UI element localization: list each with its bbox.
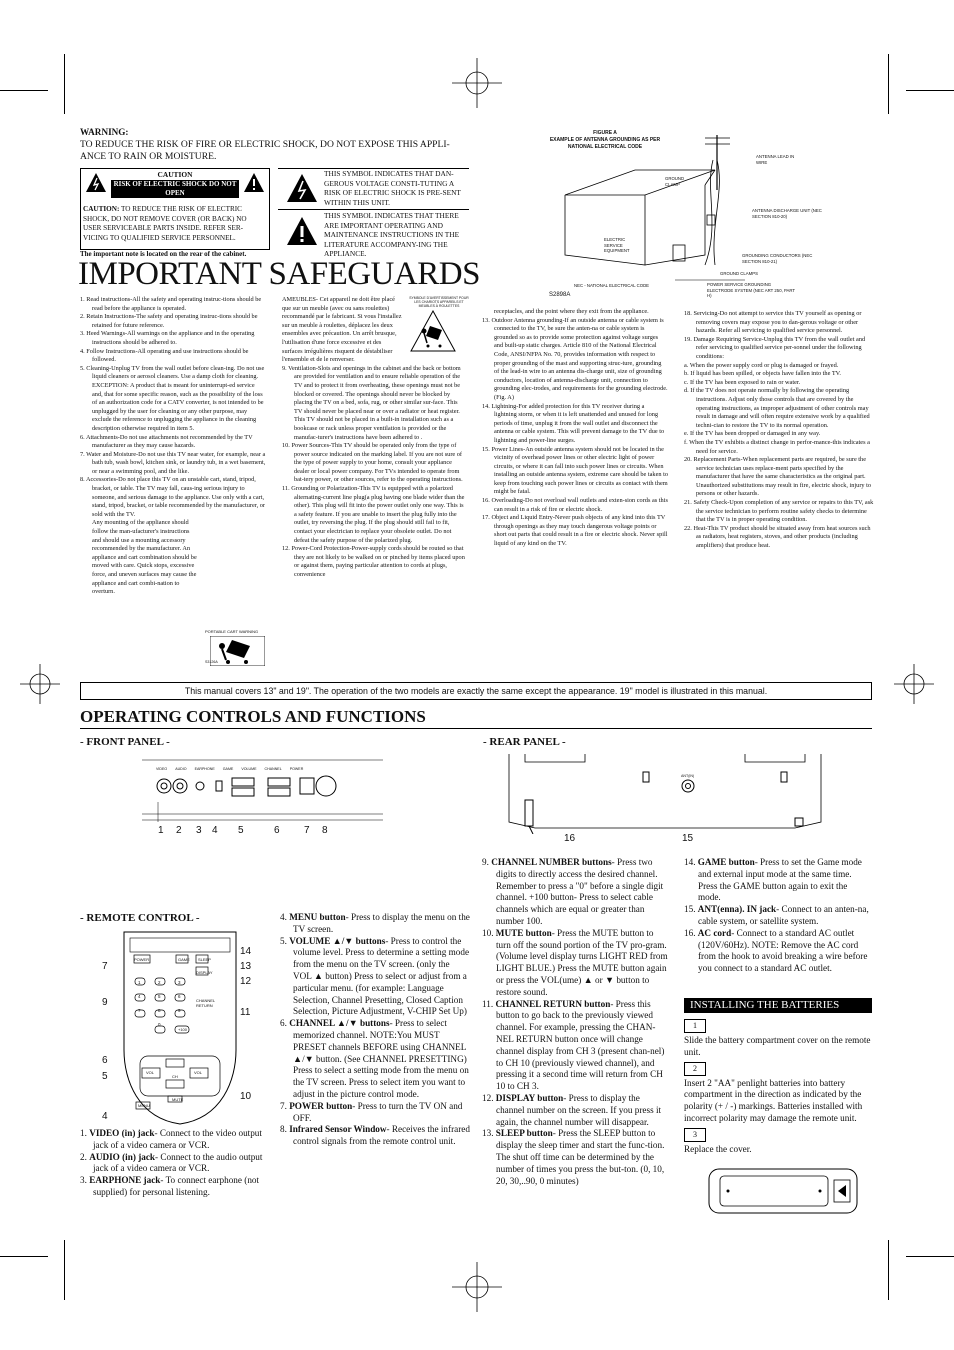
safeguard-exception: EXCEPTION: A product that is meant for uninterrupt-ed service and, that for some specific reason, such as the possibility of the loss of an authorization code for a CATV converter, is not intended to be unplugged by the user for cleaning or any other purpose, may exclude the reference to unplugging the appliance in the cleaning description otherwise required in item 5. (92, 381, 264, 432)
safeguard-item: 8. Accessories-Do not place this TV on an unstable cart, stand, tripod, bracket, or table. The TV may fall, caus-ing serious injury to someone, and serious damage to the appliance. Use only with a cart, stand, tripod, bracket, or table recommended by the manufacturer, or sold with the TV. (80, 476, 266, 518)
fig-code: S2898A (549, 292, 571, 298)
battery-cover-drawing (708, 1168, 858, 1214)
crop-mark (64, 54, 65, 114)
remote-number: 11 (240, 1007, 251, 1018)
safeguard-item: 20. Replacement Parts-When replacement parts are required, be sure the service technician uses replace-ment parts specified by the manufacturer that have the same characteristics as the original part. Unauthorized substitutions may result in fire, electric shock, injury to persons or other hazards. (684, 456, 872, 498)
remote-ch-label: CH (172, 1074, 178, 1079)
divider (80, 728, 872, 729)
cart-code: S3126A (205, 660, 218, 664)
control-item: 12. DISPLAY button- Press to display the channel number on the screen. If you press it again, the channel number will disappear. (482, 1092, 662, 1127)
caution-banner: RISK OF ELECTRIC SHOCK DO NOT OPEN (111, 180, 239, 198)
fig-label-grounding: GROUNDING CONDUCTORS (NEC SECTION 810-21) (742, 253, 813, 264)
crop-mark (888, 1240, 889, 1300)
safeguard-item: 13. Outdoor Antenna grounding-If an outside antenna or cable system is connected to the TV, be sure the anten-na or cable system is grounded so as to provide some protection against voltage surges and built-up static charges. Article 810 of the National Electrical Code, ANSI/NFPA No. 70, provides information with respect to proper grounding of the mast and supporting struc-ture, grounding of the lead-in wire to an antenna dis-charge unit, size of grounding conductors, location of antenna-discharge unit, connection to grounding elec-trodes, and requirements for the grounding electrode. (Fig. A) (482, 316, 668, 401)
control-item: 4. MENU button- Press to display the menu on the TV screen. (280, 912, 470, 934)
safeguard-subitem: e. If the TV has been dropped or damaged in any way. (684, 430, 821, 438)
lightning-triangle-icon (85, 172, 107, 194)
cart-tipover-icon (410, 310, 456, 352)
front-label: AUDIO (175, 767, 187, 771)
controls-title: OPERATING CONTROLS AND FUNCTIONS (80, 707, 426, 726)
remote-channel-return-label: CHANNEL RETURN (196, 998, 215, 1008)
remote-number: 13 (240, 961, 252, 972)
remote-digit: 0 (158, 1022, 161, 1027)
symbol1-text: THIS SYMBOL INDICATES THAT DAN-GEROUS VOLTAGE CONSTI-TUTING A RISK OF ELECTRIC SHOCK IS PRE-SENT WITHIN THIS UNIT. (324, 169, 461, 207)
caution-box (80, 168, 270, 250)
safeguard-item: 3. Heed Warnings-All warnings on the appliance and in the operating instructions should be adhered to. (80, 330, 255, 346)
crop-mark (0, 90, 48, 91)
safeguard-subitem: a. When the power supply cord or plug is damaged or frayed. (684, 361, 839, 369)
battery-step-text: Slide the battery compartment cover on the remote unit. (684, 1035, 871, 1057)
remote-digit: 4 (138, 994, 141, 999)
fig-label-power-service: POWER SERVICE GROUNDING ELECTRODE SYSTEM (NEC ART 250, PART H) (707, 282, 795, 298)
fig-label-lead-in: ANTENNA LEAD IN WIRE (756, 154, 795, 165)
safeguard-subitem: b. If liquid has been spilled, or objects have fallen into the TV. (684, 370, 841, 378)
front-number: 3 (196, 825, 202, 836)
cart-warning-label: PORTABLE CART WARNING (205, 629, 259, 634)
remote-digit: 5 (158, 994, 161, 999)
rear-label: ANT(IN) (681, 774, 695, 778)
safeguards-col3 (482, 308, 668, 549)
crop-mark (64, 1240, 65, 1300)
remote-menu-label: MENU (138, 1103, 150, 1108)
warning-title: WARNING: (80, 127, 129, 137)
safeguard-item: 15. Power Lines-An outside antenna system should not be located in the vicinity of overhead power lines or other electric light of power circuits, or where it can fall into such power lines or circuits. When installing an outside antenna system, extreme care should be taken to keep from touching such power lines or circuits as contact with them might be fatal. (482, 445, 668, 496)
remote-power-label: POWER (134, 957, 150, 962)
safeguard-item: 11. Grounding or Polarization-This TV is equipped with a polarized alternating-current line plug(a plug having one blade wider than the other). This plug will fit into the power outlet only one way. This is a safety feature. If you are unable to insert the plug fully into the outlet, try reversing the plug. If the plug should still fail to fit, contact your electrician to replace your obsolete outlet. Do not defeat the safety purpose of the polarized plug. (282, 485, 465, 544)
remote-digit: 7 (138, 1008, 141, 1013)
safeguard-item: 14. Lightning-For added protection for this TV receiver during a lightning storm, or when it is left unattended and unused for long periods of time, unplug it from the wall outlet and disconnect the antenna or cable system. This will prevent damage to the TV due to lightning and power-line surges. (482, 402, 665, 444)
remote-game-label: GAME (178, 957, 190, 962)
remote-mute-label: MUTE (172, 1097, 184, 1102)
remote-number: 10 (240, 1091, 252, 1102)
rear-number: 16 (564, 833, 576, 844)
warning-block (80, 127, 470, 162)
safeguard-item: 17. Object and Liquid Entry-Never push objects of any kind into this TV through openings as they may touch dangerous voltage points or short out parts that could result in a fire or electric shock. Never spill liquid of any kind on the TV. (482, 514, 668, 548)
front-number: 5 (238, 825, 244, 836)
symbol2-text: THIS SYMBOL INDICATES THAT THERE ARE IMPORTANT OPERATING AND MAINTENANCE INSTRUCTIONS IN THE LITERATURE ACCOMPANY-ING THE APPLIANCE. (324, 211, 460, 259)
step-number: 3 (684, 1128, 706, 1142)
battery-step-text: Insert 2 "AA" penlight batteries into battery compartment in the direction as indicated by the polarity (+ / -) markings. Batteries installed with incorrect polarity may damage the remote unit. (684, 1077, 863, 1123)
safeguard-item: receptacles, and the point where they exit from the appliance. (494, 308, 649, 315)
front-label: POWER (289, 767, 304, 771)
controls-list-b (280, 912, 470, 1148)
remote-vol-label: VOL (146, 1070, 155, 1075)
safeguard-item: 7. Water and Moisture-Do not use this TV near water, for example, near a bath tub, wash bowl, kitchen sink, or laundry tub, in a wet basement, or near a swimming pool, and the like. (80, 450, 266, 475)
batteries-steps (684, 1019, 872, 1159)
controls-list-c (482, 857, 670, 1187)
remote-digit: 3 (178, 980, 181, 985)
control-item: 5. VOLUME ▲/▼ buttons- Press to control the volume level. Press to determine a setting mode from the menu on the TV screen. (only the VOL ▲ button) Press to select or adjust from a particular menu. (for example: Language Selection, Channel Presetting, Closed Caption Selection, Picture Adjustment, V-CHIP Set Up) (280, 935, 470, 1017)
remote-digit-grid (138, 980, 198, 1027)
warning-text: TO REDUCE THE RISK OF FIRE OR ELECTRIC SHOCK, DO NOT EXPOSE THIS APPLI-ANCE TO RAIN OR MOISTURE. (80, 138, 450, 162)
remote-number: 14 (240, 946, 252, 957)
front-label: CHANNEL (264, 767, 282, 771)
battery-step (684, 1128, 872, 1142)
safeguard-item: 19. Damage Requiring Service-Unplug this TV from the wall outlet and refer servicing to qualified service per-sonnel under the following conditions: (684, 335, 866, 360)
crop-mark (0, 1256, 48, 1257)
fig-label-ground-clamp: GROUND CLAMP (665, 176, 685, 187)
remote-number: 9 (102, 997, 108, 1008)
registration-mark (20, 664, 60, 704)
front-number: 8 (322, 825, 328, 836)
fig-label-nec: NEC - NATIONAL ELECTRICAL CODE (574, 283, 650, 288)
remote-digit: 1 (138, 980, 141, 985)
remote-digit: 8 (158, 1008, 161, 1013)
front-number: 2 (176, 825, 182, 836)
cart-warning-fr: SYMBOLE D'AVERTISSEMENT POUR LES CHARIOTS APPAREILS ET MEUBLES À ROULETTES (409, 296, 469, 309)
registration-mark (452, 1262, 502, 1312)
front-label: GAME (222, 767, 234, 771)
safeguards-col1 (80, 296, 266, 597)
control-item: 9. CHANNEL NUMBER buttons- Press two digits to directly access the desired channel. Remember to press a "0" before a single digit channel. +100 button- Press to select cable channels which are equal or greater than number 100. (482, 857, 664, 926)
control-item: 2. AUDIO (in) jack- Connect to the audio output jack of a video camera or VCR. (80, 1151, 263, 1174)
front-number: 7 (304, 825, 310, 836)
controls-list-a (80, 1128, 272, 1199)
safeguard-item: 10. Power Sources-This TV should be operated only from the type of power source indicated on the marking label. If you are not sure of the type of power supply to your home, consult your appliance dealer or local power company. For TVs intended to operate from bat-tery power, or other sources, refer to the operating instructions. (282, 442, 463, 484)
remote-number: 12 (240, 976, 252, 987)
remote-number: 5 (102, 1071, 108, 1082)
safeguard-item: 6. Attachments-Do not use attachments not recommended by the TV manufacturer as they may cause hazards. (80, 433, 253, 450)
safeguards-title: IMPORTANT SAFEGUARDS (78, 256, 480, 292)
remote-digit: 9 (178, 1008, 181, 1013)
rear-panel-heading: - REAR PANEL - (483, 736, 566, 748)
safeguard-subitem: c. If the TV has been exposed to rain or water. (684, 378, 801, 386)
registration-mark (894, 664, 934, 704)
control-item: 13. SLEEP button- Press the SLEEP button to display the sleep timer and start the func-tion. The shut off time can be determined by the number of times you press the but-ton. (0, 10, 20, 30,..90, 0 minutes) (482, 1128, 665, 1186)
front-number: 4 (212, 825, 218, 836)
caution-text: TO REDUCE THE RISK OF ELECTRIC SHOCK, DO NOT REMOVE COVER (OR BACK) NO USER SERVICEABLE PARTS INSIDE. REFER SER-VICING TO QUALIFIED SERVICE PERSONNEL. (83, 205, 247, 242)
figure-a-subtitle: EXAMPLE OF ANTENNA GROUNDING AS PER NATIONAL ELECTRICAL CODE (549, 137, 661, 150)
battery-step (684, 1062, 872, 1076)
front-label: VOLUME (241, 767, 257, 771)
lightning-triangle-icon (286, 173, 318, 203)
remote-number: 6 (102, 1055, 108, 1066)
control-item: 15. ANT(enna). IN jack- Connect to an anten-na, cable system, or satellite system. (684, 904, 869, 926)
control-item: 1. VIDEO (in) jack- Connect to the video output jack of a video camera or VCR. (80, 1128, 262, 1150)
safeguards-col4 (684, 310, 874, 551)
control-item: 14. GAME button- Press to set the Game mode and external input mode at the same time. Press the GAME button again to exit the mode. (684, 857, 862, 903)
safeguard-item: 4. Follow Instructions-All operating and use instructions should be followed. (80, 347, 249, 364)
fig-label-ground-clamps: GROUND CLAMPS (720, 271, 758, 276)
safeguard-mounting: Any mounting of the appliance should follow the man-ufacturer's instructions and should use a mounting accessory recommended by the manufacturer. An appliance and cart combination should be moved with care. Quick stops, excessive force, and uneven surfaces may cause the appliance and cart combi-nation to overturn. (92, 519, 197, 596)
control-item: 6. CHANNEL ▲/▼ buttons- Press to select memorized channel. NOTE:You MUST PRESET channels BEFORE using CHANNEL ▲/▼ button. (See CHANNEL PRESETTING) Press to select a setting mode from the menu on the TV screen. Press to select item you want to adjust in the picture control mode. (280, 1018, 469, 1099)
safeguard-subitem: d. If the TV does not operate normally by following the operating instructions. Adjust only those controls that are covered by the operating instructions, as improper adjustment of other controls may result in damage and will often require extensive work by a qualified techni-cian to restore the TV to its normal operation. (684, 387, 870, 429)
caution-label: CAUTION (157, 170, 193, 179)
rear-panel-drawing (505, 752, 825, 834)
battery-step (684, 1019, 872, 1033)
symbol1-box (278, 168, 469, 209)
safeguard-item: 18. Servicing-Do not attempt to service this TV yourself as opening or removing covers may expose you to dan-gerous voltage or other hazards. Refer all servicing to qualified service personnel. (684, 310, 862, 335)
battery-step-text: Replace the cover. (684, 1143, 752, 1154)
batteries-heading: INSTALLING THE BATTERIES (684, 998, 872, 1013)
figure-a-title: FIGURE A (593, 130, 617, 136)
remote-number: 7 (102, 961, 108, 972)
remote-plus100-label: +100 (178, 1027, 188, 1032)
control-item: 3. EARPHONE jack- To connect earphone (not supplied) for personal listening. (80, 1175, 260, 1197)
fig-label-discharge: ANTENNA DISCHARGE UNIT (NEC SECTION 810-20) (752, 208, 822, 219)
safeguard-item: 5. Cleaning-Unplug TV from the wall outlet before clean-ing. Do not use liquid cleaners or aerosol cleaners. Use a damp cloth for cleaning. (80, 364, 265, 381)
step-number: 1 (684, 1019, 706, 1033)
remote-digit: 2 (158, 980, 161, 985)
fig-label-electric: ELECTRIC SERVICE EQUIPMENT (604, 237, 630, 253)
symbol2-box (278, 209, 469, 260)
front-panel-heading: - FRONT PANEL - (80, 736, 170, 748)
safeguard-item: 2. Retain Instructions-The safety and operating instruc-tions should be retained for future reference. (80, 313, 258, 329)
safeguard-item: 22. Heat-This TV product should be situated away from heat sources such as radiators, heat registers, stoves, and other products (including amplifiers) that produce heat. (684, 524, 871, 550)
exclamation-triangle-icon (286, 216, 318, 246)
safeguard-item: 21. Safety Check-Upon completion of any service or repairs to this TV, ask the service technician to perform routine safety checks to determine that the TV is in proper operating condition. (684, 499, 874, 524)
front-label: VIDEO (156, 767, 168, 771)
cart-tipover-icon (210, 636, 265, 666)
remote-sleep-label: SLEEP (198, 957, 211, 962)
control-item: 11. CHANNEL RETURN button- Press this button to go back to the previously viewed channel. For example, pressing the CHAN-NEL RETURN button once will change channel display from CH 3 (present chan-nel) to CH 10 (previously viewed channel), and pressing it a second time will return from CH 10 to CH 3. (482, 998, 665, 1092)
control-item: 16. AC cord- Connect to a standard AC outlet (120V/60Hz). NOTE: Remove the AC cord from the hook to avoid breaking a wire before you connect to a standard AC outlet. (684, 927, 868, 974)
remote-control-heading: - REMOTE CONTROL - (80, 912, 200, 924)
safeguard-french: AMEUBLES- Cet appareil ne doit être placé que sur un meuble (avec ou sans roulettes) recommandé par le fabricant. Si vous l'installez sur un meuble à roulettes, déplacez les deux ensembles avec précaution. Un arrêt brusque, l'utilisation d'une force excessive et des surfaces irrégulières risquent de déstabiliser l'ensemble et de le renverser. (282, 296, 402, 364)
step-number: 2 (684, 1062, 706, 1076)
caution-title: CAUTION: (83, 205, 120, 213)
registration-mark (452, 58, 502, 108)
remote-number: 4 (102, 1111, 108, 1122)
safeguard-item: 12. Power-Cord Protection-Power-supply cords should be routed so that they are not likely to be walked on or pinched by items placed upon or against them, paying particular attention to cords at plugs, convenience (282, 545, 465, 578)
remote-digit: 6 (178, 994, 181, 999)
safeguard-item: 9. Ventilation-Slots and openings in the cabinet and the back or bottom are provided for ventilation and to ensure reliable operation of the TV and to protect it from overheating, these openings must not be blocked or covered. The openings should never be blocked by placing the TV on a bed, sofa, rug, or other similar sur-face. This TV should never be placed near or over a radiator or heat register. This TV should not be placed in a built-in installation such as a bookcase or rack unless proper ventilation is provided or the manufac-turer's instructions have been adhered to . (282, 364, 461, 441)
controls-list-d (684, 857, 872, 975)
rear-number: 15 (682, 833, 694, 844)
cabinet-note: The important note is located on the rear of the cabinet. (80, 250, 247, 258)
safeguard-item: 16. Overloading-Do not overload wall outlets and exten-sion cords as this can result in a risk of fire or electric shock. (482, 497, 668, 513)
exclamation-triangle-icon (243, 172, 265, 194)
manual-note: This manual covers 13" and 19". The operation of the two models are exactly the same except the appearance. 19" model is illustrated in this manual. (80, 682, 872, 700)
remote-display-label: DISPLAY (196, 970, 213, 975)
front-panel-labels (156, 767, 356, 771)
remote-vol-label: VOL (194, 1070, 203, 1075)
front-number: 1 (158, 825, 164, 836)
safeguard-item: 1. Read instructions-All the safety and operating instruc-tions should be read before the appliance is operated. (80, 296, 262, 312)
safeguard-subitem: f. When the TV exhibits a distinct change in perfor-mance-this indicates a need for service. (684, 438, 870, 455)
crop-mark (906, 1256, 954, 1257)
control-item: 7. POWER button- Press to turn the TV ON and OFF. (280, 1100, 463, 1123)
front-label: EARPHONE (194, 767, 215, 771)
control-item: 10. MUTE button- Press the MUTE button to turn off the sound portion of the TV pro-gram. (Volume level display turns LIGHT RED from LIGHT BLUE.) Press the MUTE button again or press the VOL(ume) ▲ or ▼ button to restore sound. (482, 927, 668, 997)
crop-mark (906, 90, 954, 91)
control-item: 8. Infrared Sensor Window- Receives the infrared control signals from the remote control unit. (280, 1124, 470, 1147)
crop-mark (888, 54, 889, 114)
front-number: 6 (274, 825, 280, 836)
